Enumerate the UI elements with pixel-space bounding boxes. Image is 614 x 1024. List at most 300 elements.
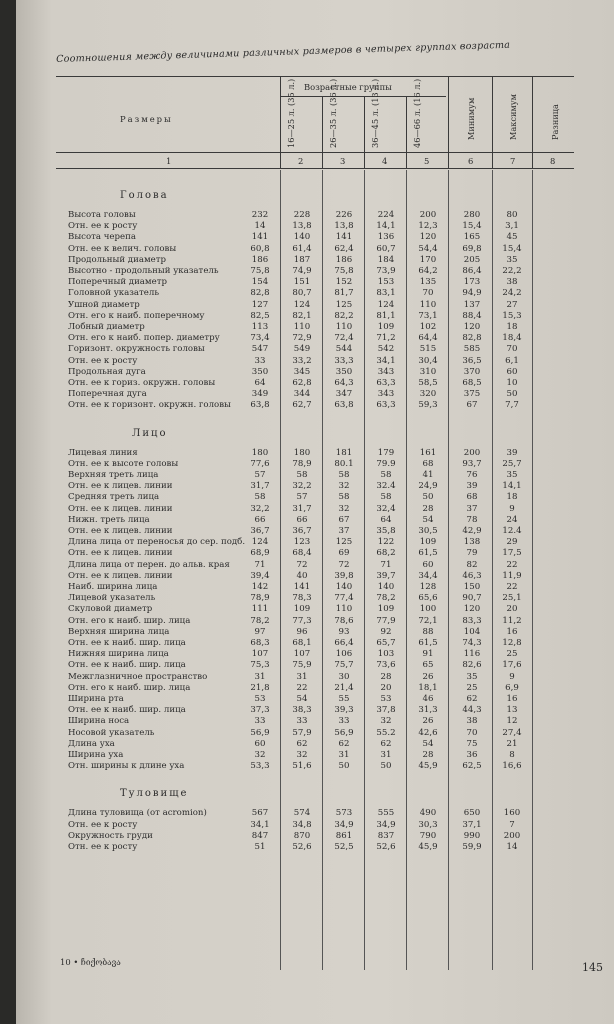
table-row (16, 400, 614, 411)
row-value: 61,5 (418, 548, 438, 559)
row-value: 60 (254, 738, 266, 749)
col-number-8: 8 (550, 156, 556, 166)
row-value: 102 (419, 322, 437, 332)
table-row (16, 582, 614, 593)
row-value: 60 (422, 559, 434, 570)
row-value: 68,4 (292, 548, 312, 559)
row-value: 350 (251, 366, 269, 377)
row-value: 30,3 (418, 819, 438, 830)
row-value: 50 (380, 761, 392, 772)
row-value: 66 (296, 514, 308, 525)
row-value: 81,7 (334, 288, 354, 299)
row-value: 44,3 (462, 705, 482, 716)
row-value: 14,1 (376, 221, 396, 232)
table-row (16, 288, 614, 299)
row-value: 3,1 (505, 221, 519, 232)
row-value: 50 (338, 761, 350, 772)
row-value: 31 (380, 750, 392, 760)
section-title: Голова (120, 190, 169, 201)
row-value: 18,1 (418, 682, 438, 693)
row-value: 56,9 (250, 727, 270, 738)
row-label: Отн. его к наиб. поперечному (68, 310, 205, 321)
row-value: 347 (335, 389, 353, 400)
row-value: 80,7 (292, 288, 312, 299)
row-label: Лобный диаметр (68, 322, 145, 332)
row-value: 77,4 (334, 593, 354, 604)
row-value: 36,7 (250, 526, 270, 536)
row-value: 847 (251, 830, 269, 841)
row-value: 53 (380, 694, 392, 704)
row-label: Отн. ее к наиб. шир. лица (68, 705, 186, 716)
table-row (16, 266, 614, 277)
row-value: 128 (419, 582, 437, 592)
table-row (16, 537, 614, 548)
row-value: 14,1 (502, 481, 522, 492)
row-value: 113 (251, 322, 269, 332)
row-value: 38 (506, 277, 518, 288)
row-label: Лицевая линия (68, 447, 138, 458)
row-value: 343 (377, 366, 395, 377)
row-label: Отн. ее к росту (68, 221, 138, 232)
row-value: 82,1 (292, 310, 312, 321)
row-value: 106 (335, 649, 353, 660)
row-label: Высотно - продольный указатель (68, 266, 219, 276)
row-value: 15,4 (462, 221, 482, 232)
row-value: 375 (463, 389, 481, 400)
section-title: Лицо (132, 427, 168, 439)
row-value: 75,7 (334, 660, 354, 671)
row-value: 64,3 (334, 378, 354, 388)
col-number-3: 3 (340, 156, 346, 166)
row-value: 200 (503, 830, 521, 841)
row-value: 11,2 (502, 615, 522, 626)
row-value: 8 (509, 750, 515, 760)
row-value: 82,5 (250, 310, 270, 321)
row-value: 97 (254, 626, 266, 637)
row-value: 18 (506, 492, 518, 503)
row-value: 120 (419, 232, 437, 243)
maximum-label: Максимум (508, 94, 518, 140)
row-value: 77,6 (250, 458, 270, 469)
row-value: 57,9 (292, 727, 312, 738)
row-value: 73,6 (376, 660, 396, 671)
row-value: 53 (254, 694, 266, 704)
row-value: 54 (422, 738, 434, 749)
row-value: 12,8 (502, 638, 522, 648)
row-value: 90,7 (462, 593, 482, 604)
row-value: 66 (254, 514, 266, 525)
row-value: 62,8 (292, 378, 312, 388)
row-label: Отн. ее к росту (68, 842, 138, 852)
table-row (16, 492, 614, 503)
row-value: 81,1 (376, 310, 396, 321)
row-value: 91 (422, 649, 434, 660)
row-value: 63,3 (376, 400, 396, 411)
row-value: 45,9 (418, 761, 438, 772)
table-row (16, 548, 614, 559)
row-label: Лицевой указатель (68, 593, 156, 604)
row-value: 21 (506, 738, 518, 749)
row-value: 57 (254, 470, 266, 480)
row-value: 62 (338, 738, 350, 749)
row-value: 9 (509, 503, 515, 514)
row-value: 32 (338, 503, 350, 514)
table-row (16, 448, 614, 459)
row-value: 22 (506, 559, 518, 570)
row-value: 36,5 (462, 355, 482, 366)
row-value: 37,1 (462, 819, 482, 830)
table-row (16, 389, 614, 400)
row-value: 83,3 (462, 615, 482, 626)
row-value: 32 (380, 716, 392, 727)
col-number-2: 2 (298, 156, 304, 166)
row-value: 109 (377, 322, 395, 332)
row-value: 60,7 (376, 243, 396, 254)
row-value: 200 (463, 447, 481, 458)
row-value: 39 (506, 447, 518, 458)
table-title: Соотношения между величинами различных размеров в четырех группах возраста (56, 39, 511, 65)
row-value: 12.4 (502, 526, 522, 536)
row-value: 42,6 (418, 727, 438, 738)
table-row (16, 683, 614, 694)
row-value: 77,3 (292, 615, 312, 626)
row-value: 280 (463, 210, 481, 220)
header-mid-rule (56, 152, 574, 153)
row-value: 124 (377, 299, 395, 310)
row-value: 370 (463, 366, 481, 377)
table-row (16, 820, 614, 831)
row-value: 25 (506, 649, 518, 660)
row-value: 181 (335, 447, 353, 458)
row-label: Отн. ее к наиб. шир. лица (68, 638, 186, 648)
row-value: 110 (335, 322, 353, 332)
row-value: 31 (296, 671, 308, 682)
row-value: 165 (463, 232, 481, 243)
row-value: 21,8 (250, 682, 270, 693)
row-value: 27 (506, 299, 518, 310)
row-value: 39 (466, 481, 478, 492)
row-value: 62 (466, 694, 478, 704)
row-value: 72 (296, 559, 308, 570)
row-value: 161 (419, 447, 437, 458)
row-label: Отн. ее к росту (68, 819, 138, 830)
row-value: 62,5 (462, 761, 482, 772)
row-value: 40 (296, 570, 308, 581)
row-value: 39,8 (334, 570, 354, 581)
row-label: Отн. его к наиб. попер. диаметру (68, 333, 220, 344)
table-row (16, 616, 614, 627)
row-value: 109 (419, 537, 437, 548)
row-value: 67 (338, 514, 350, 525)
row-value: 37 (338, 526, 350, 536)
row-value: 32 (338, 481, 350, 492)
row-label: Скуловой диаметр (68, 604, 153, 615)
row-value: 61,5 (418, 638, 438, 648)
table-row (16, 739, 614, 750)
row-value: 64 (380, 514, 392, 525)
row-label: Отн. ее к лицев. линии (68, 548, 173, 559)
row-value: 28 (380, 671, 392, 682)
row-value: 46,3 (462, 570, 482, 581)
row-value: 68 (466, 492, 478, 503)
row-label: Поперечный диаметр (68, 277, 167, 288)
row-label: Отн. ее к лицев. линии (68, 503, 173, 514)
row-value: 45,9 (418, 842, 438, 852)
row-label: Отн. ее к лицев. линии (68, 570, 173, 581)
row-value: 125 (335, 299, 353, 310)
row-value: 69,8 (462, 243, 482, 254)
row-value: 232 (251, 210, 269, 220)
header-top-rule (56, 76, 574, 77)
table-row (16, 504, 614, 515)
row-value: 36 (466, 750, 478, 760)
row-value: 38,3 (292, 705, 312, 716)
row-value: 137 (463, 299, 481, 310)
row-value: 88,4 (462, 310, 482, 321)
row-value: 103 (377, 649, 395, 660)
row-value: 549 (293, 344, 311, 355)
row-value: 35 (466, 671, 478, 682)
row-value: 573 (335, 808, 353, 819)
row-value: 555 (377, 808, 395, 819)
row-value: 39,3 (334, 705, 354, 716)
row-value: 127 (251, 299, 269, 310)
row-label: Отн. ширины к длине уха (68, 761, 185, 772)
row-value: 13,8 (292, 221, 312, 232)
row-value: 70 (422, 288, 434, 299)
row-label: Отн. его к наиб. шир. лица (68, 682, 191, 693)
row-value: 110 (335, 604, 353, 615)
row-value: 75,9 (292, 660, 312, 671)
row-value: 37,8 (376, 705, 396, 716)
row-value: 22 (506, 582, 518, 592)
row-label: Поперечная дуга (68, 389, 147, 400)
row-value: 41 (422, 470, 434, 480)
table-row (16, 210, 614, 221)
row-value: 10 (506, 378, 518, 388)
row-value: 18,4 (502, 333, 522, 344)
row-value: 61,4 (292, 243, 312, 254)
row-value: 37,3 (250, 705, 270, 716)
row-value: 9 (509, 671, 515, 682)
row-value: 34,1 (376, 355, 396, 366)
row-value: 72,9 (292, 333, 312, 344)
row-value: 16 (506, 626, 518, 637)
row-value: 14 (254, 221, 266, 232)
row-value: 140 (335, 582, 353, 592)
row-value: 55 (338, 694, 350, 704)
row-value: 7,7 (505, 400, 519, 411)
table-row (16, 716, 614, 727)
row-value: 109 (377, 604, 395, 615)
row-value: 140 (293, 232, 311, 243)
row-value: 37 (466, 503, 478, 514)
row-value: 15,4 (502, 243, 522, 254)
row-value: 38 (466, 716, 478, 727)
row-value: 180 (251, 447, 269, 458)
row-value: 141 (293, 582, 311, 592)
row-value: 345 (293, 366, 311, 377)
row-value: 72,1 (418, 615, 438, 626)
row-value: 83,1 (376, 288, 396, 299)
table-row (16, 526, 614, 537)
row-value: 62 (296, 738, 308, 749)
row-value: 14 (506, 842, 518, 852)
row-value: 160 (503, 808, 521, 819)
row-label: Окружность груди (68, 830, 153, 841)
row-value: 152 (335, 277, 353, 288)
range-label: Разница (550, 104, 560, 140)
row-value: 70 (506, 344, 518, 355)
row-value: 69 (338, 548, 350, 559)
row-value: 124 (251, 537, 269, 548)
row-value: 54 (422, 514, 434, 525)
row-value: 547 (251, 344, 269, 355)
row-value: 72,4 (334, 333, 354, 344)
row-value: 59,9 (462, 842, 482, 852)
row-value: 33,2 (292, 355, 312, 366)
row-value: 184 (377, 254, 395, 265)
row-label: Наиб. ширина лица (68, 582, 158, 592)
row-value: 151 (293, 277, 311, 288)
row-value: 650 (463, 808, 481, 819)
table-row (16, 470, 614, 481)
row-value: 54,4 (418, 243, 438, 254)
row-value: 67 (466, 400, 478, 411)
row-value: 135 (419, 277, 437, 288)
group-3-label: 36—45 л. (13 л.) (370, 78, 380, 148)
age-groups-label: Возрастные группы (304, 82, 392, 92)
row-label: Отн. ее к лицев. линии (68, 481, 173, 492)
table-row (16, 627, 614, 638)
row-value: 52,6 (292, 842, 312, 852)
row-value: 12,3 (418, 221, 438, 232)
table-row (16, 515, 614, 526)
row-value: 63,8 (250, 400, 270, 411)
table-row (16, 571, 614, 582)
row-value: 33,3 (334, 355, 354, 366)
row-value: 28 (422, 503, 434, 514)
row-value: 65 (422, 660, 434, 671)
table-row (16, 333, 614, 344)
row-value: 77,9 (376, 615, 396, 626)
row-value: 140 (377, 582, 395, 592)
row-value: 56,9 (334, 727, 354, 738)
row-value: 542 (377, 344, 395, 355)
row-value: 32 (296, 750, 308, 760)
row-value: 31,7 (292, 503, 312, 514)
row-value: 31 (338, 750, 350, 760)
row-label: Отн. ее к гориз. окружн. головы (68, 378, 216, 388)
row-value: 107 (251, 649, 269, 660)
col-number-1: 1 (166, 156, 172, 166)
row-value: 567 (251, 808, 269, 819)
row-value: 124 (293, 299, 311, 310)
row-value: 71 (254, 559, 266, 570)
row-value: 13 (506, 705, 518, 716)
row-value: 35 (506, 254, 518, 265)
row-value: 104 (463, 626, 481, 637)
row-label: Средняя треть лица (68, 492, 160, 503)
row-value: 790 (419, 830, 437, 841)
row-value: 60,8 (250, 243, 270, 254)
row-value: 7 (509, 819, 515, 830)
row-label: Продольный диаметр (68, 254, 166, 265)
row-value: 11,9 (502, 570, 522, 581)
row-value: 16,6 (502, 761, 522, 772)
row-value: 107 (293, 649, 311, 660)
row-value: 35 (506, 470, 518, 480)
col-number-4: 4 (382, 156, 388, 166)
row-value: 92 (380, 626, 392, 637)
row-value: 186 (335, 254, 353, 265)
row-value: 53,3 (250, 761, 270, 772)
row-label: Горизонт. окружность головы (68, 344, 205, 355)
row-value: 154 (251, 277, 269, 288)
row-value: 72 (338, 559, 350, 570)
row-value: 34,4 (418, 570, 438, 581)
row-value: 42,9 (462, 526, 482, 536)
table-row (16, 232, 614, 243)
row-value: 34,1 (250, 819, 270, 830)
footer-signature: 10 • ჩიქობავა (60, 957, 121, 967)
table-row (16, 322, 614, 333)
row-value: 125 (335, 537, 353, 548)
row-value: 205 (463, 254, 481, 265)
row-value: 20 (506, 604, 518, 615)
row-value: 26 (422, 716, 434, 727)
row-value: 33 (254, 355, 266, 366)
col-number-6: 6 (468, 156, 474, 166)
row-label: Ширина рта (68, 694, 124, 704)
row-value: 82 (466, 559, 478, 570)
row-value: 93,7 (462, 458, 482, 469)
row-value: 544 (335, 344, 353, 355)
row-value: 25,1 (502, 593, 522, 604)
row-value: 75,8 (250, 266, 270, 276)
row-value: 68,1 (292, 638, 312, 648)
row-value: 32,2 (250, 503, 270, 514)
row-value: 78,9 (250, 593, 270, 604)
row-value: 32,2 (292, 481, 312, 492)
row-label: Высота черепа (68, 232, 136, 243)
row-value: 33 (296, 716, 308, 727)
row-label: Верхняя треть лица (68, 470, 159, 480)
row-value: 82,6 (462, 660, 482, 671)
row-label: Головной указатель (68, 288, 160, 299)
row-value: 136 (377, 232, 395, 243)
row-value: 68,5 (462, 378, 482, 388)
row-label: Длина туловища (от acromion) (68, 808, 207, 819)
row-value: 39,4 (250, 570, 270, 581)
table-row (16, 808, 614, 819)
row-value: 141 (251, 232, 269, 243)
row-value: 17,6 (502, 660, 522, 671)
row-value: 179 (377, 447, 395, 458)
row-value: 93 (338, 626, 350, 637)
row-value: 58,5 (418, 378, 438, 388)
row-value: 78,2 (250, 615, 270, 626)
row-value: 116 (463, 649, 481, 660)
row-label: Ушной диаметр (68, 299, 140, 310)
row-value: 66,4 (334, 638, 354, 648)
row-value: 73,9 (376, 266, 396, 276)
page-number: 145 (582, 961, 603, 974)
table-row (16, 672, 614, 683)
row-value: 34,8 (292, 819, 312, 830)
section-title: Туловище (120, 788, 189, 800)
row-value: 65,7 (376, 638, 396, 648)
